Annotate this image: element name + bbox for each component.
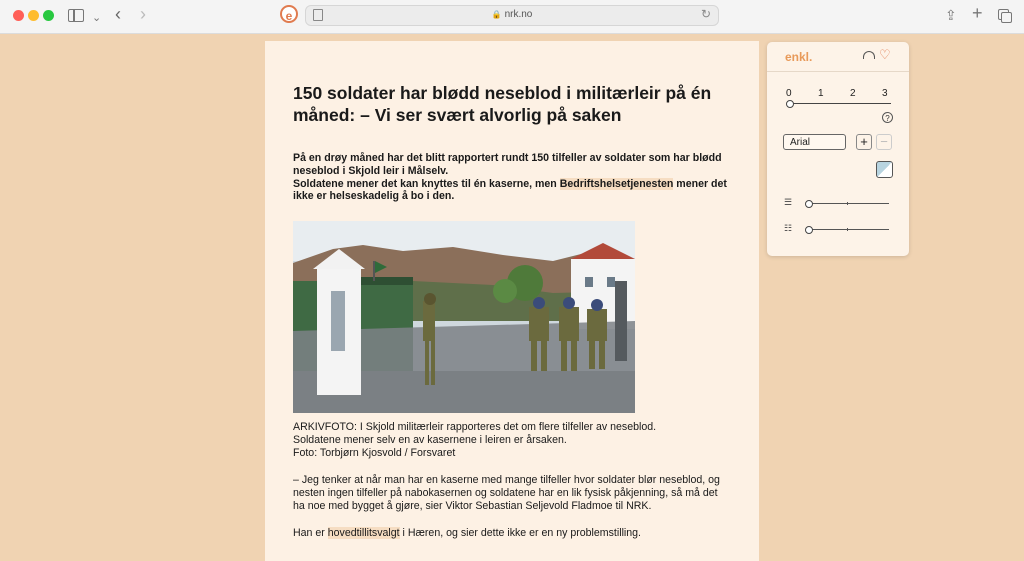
article-paragraph-1: – Jeg tenker at når man har en kaserne med mange tilfeller hvor soldater blør neseblod, og nesten ingen tilfeller på nabokasernen og soldatene har en lik fysisk påkjenning, så må det ha noe med bygget å gjøre, sier Viktor Sebastian Seljevold Fladmoe til NRK. (293, 473, 720, 512)
sidebar-toggle-icon[interactable] (68, 9, 84, 22)
extension-icon[interactable]: e (280, 5, 298, 23)
url-text (306, 9, 718, 20)
scale-label-0: 0 (786, 88, 792, 99)
reload-icon[interactable]: ↻ (700, 7, 711, 21)
decrease-button[interactable]: − (876, 134, 892, 150)
font-size-slider-handle[interactable] (786, 100, 794, 108)
close-window-button[interactable] (13, 10, 24, 21)
letter-spacing-tick (847, 228, 848, 231)
soldiers-photo-illustration (293, 221, 635, 413)
article-paragraph-2 (293, 527, 731, 540)
lead-link[interactable]: Bedriftshelsetjenesten (559, 177, 674, 190)
para-2-text-b: i Hæren, og sier dette ikke er en ny problemstilling. (399, 526, 642, 539)
theme-toggle-icon[interactable] (876, 161, 893, 178)
lock-icon: 🔒 (491, 10, 502, 19)
caption-credit: Foto: Torbjørn Kjosvold / Forsvaret (293, 447, 456, 459)
back-arrow-icon[interactable]: ‹ (115, 4, 121, 24)
scale-label-2: 2 (850, 88, 856, 99)
minimize-window-button[interactable] (28, 10, 39, 21)
lead-text-1: På en drøy måned har det blitt rapportert rundt 150 tilfeller av soldater som har blødd neseblod i Skjold leir i Målselv. (293, 152, 722, 177)
para-2-link[interactable]: hovedtillitsvalgt (327, 526, 400, 539)
zoom-window-button[interactable] (43, 10, 54, 21)
lead-text-2b: mener det ikke er helseskadelig å bo i den. (293, 177, 727, 203)
font-size-slider-track[interactable] (789, 103, 891, 104)
increase-button[interactable]: + (856, 134, 872, 150)
url-value: nrk.no (504, 9, 533, 20)
article-lead (293, 152, 731, 203)
font-select[interactable]: Arial (783, 134, 846, 150)
scale-label-3: 3 (882, 88, 888, 99)
headphones-icon[interactable] (863, 51, 875, 59)
lead-text-2a: Soldatene mener det kan knyttes til én kaserne, men (293, 177, 560, 190)
heart-icon[interactable]: ♡ (879, 47, 891, 62)
line-spacing-tick (847, 202, 848, 205)
forward-arrow-icon[interactable]: › (140, 4, 146, 24)
reader-article (265, 41, 759, 561)
chevron-down-icon[interactable]: ⌄ (92, 12, 102, 24)
caption-line-1: ARKIVFOTO: I Skjold militærleir rapporteres det om flere tilfeller av neseblod. (293, 421, 657, 434)
panel-header (767, 42, 909, 72)
browser-toolbar (0, 0, 1024, 34)
para-2-text-a: Han er (293, 526, 328, 539)
address-bar[interactable] (305, 5, 719, 26)
caption-line-2: Soldatene mener selv en av kasernene i leiren er årsaken. (293, 434, 567, 447)
photo-caption (293, 421, 731, 460)
letter-spacing-slider-handle[interactable] (805, 226, 813, 234)
line-spacing-slider-track[interactable] (807, 203, 889, 204)
letter-spacing-slider-track[interactable] (807, 229, 889, 230)
letter-spacing-icon: ☷ (784, 223, 793, 233)
reader-settings-panel (767, 42, 909, 256)
enkl-logo: enkl. (785, 50, 813, 64)
article-headline: 150 soldater har blødd neseblod i militærleir på én måned: – Vi ser svært alvorlig på saken (293, 83, 712, 125)
article-photo (293, 221, 635, 413)
line-spacing-slider-handle[interactable] (805, 200, 813, 208)
new-tab-icon[interactable]: + (972, 3, 983, 23)
help-icon[interactable]: ? (882, 112, 893, 123)
tab-overview-icon[interactable] (998, 9, 1009, 20)
line-spacing-icon: ☰ (784, 197, 793, 207)
scale-label-1: 1 (818, 88, 824, 99)
share-icon[interactable]: ⇪ (945, 7, 957, 23)
